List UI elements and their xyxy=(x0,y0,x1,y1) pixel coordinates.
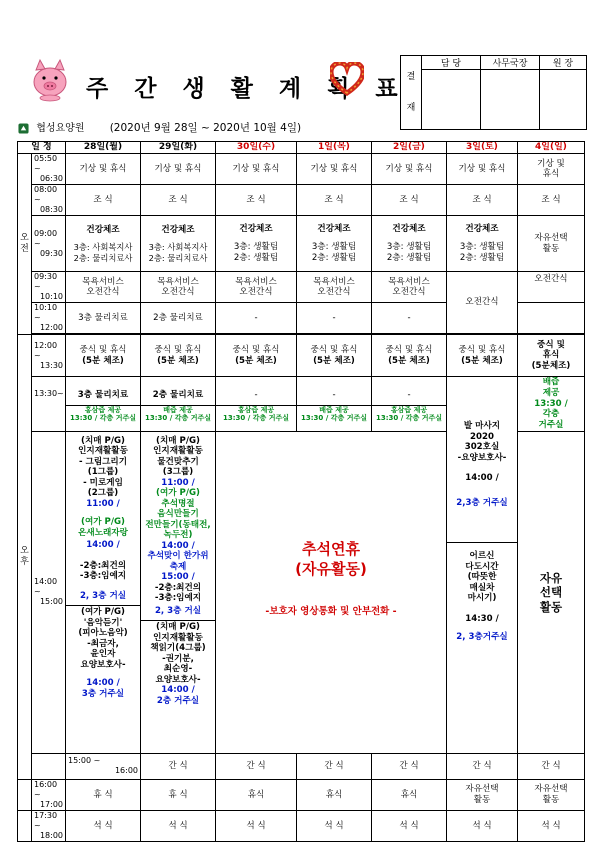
cell-rest: 휴식 xyxy=(372,779,447,810)
cell-mon-programs: (치매 P/G) 인지재활활동 - 그림그리기 (1그룹) - 미로게임 (2그룹) 11:00 / (여가 P/G) 온새노래자랑 14:00 / -2층:최건의 -3층:임예지 2, 3층 거실 (여가 P/G) '음악듣기' (피아노음악) -최금자, 윤인자 요양보호사- 14:00 / 3층 거주실 xyxy=(66,431,141,753)
cell-exercise: 건강체조 3층: 생활팀 2층: 생활팀 xyxy=(447,216,518,272)
time-slot: 09:30 ~ 10:10 xyxy=(32,272,66,303)
cell-breakfast: 조 식 xyxy=(141,185,216,216)
heart-wreath-icon xyxy=(330,62,364,96)
cell-lunch: 중식 및 휴식 (5분 체조) xyxy=(372,335,447,377)
cell-lunch: 중식 및 휴식 (5분 체조) xyxy=(297,335,372,377)
cell-dinner: 석 식 xyxy=(66,810,141,841)
time-slot: 14:00 ~ 15:00 xyxy=(32,431,66,753)
cell-dinner: 석 식 xyxy=(216,810,297,841)
cell-exercise: 건강체조 3층: 생활팀 2층: 생활팀 xyxy=(372,216,447,272)
cell-physio-drink: 2층 물리치료 배즙 제공 13:30 / 각층 거주실 xyxy=(141,377,216,432)
cell-tue-programs: (치매 P/G) 인지재활활동 물건맞추기 (3그룹) 11:00 / (여가 P/G) 추석명절 음식만들기 전만들기(동태전, 녹두전) 14:00 / 추석맞이 한가위 축제 15:00 / -2층:최건의 -3층:임예지 2, 3층 거실 (치매 P/G) 인지재활활동 책읽기(4그룹) -권기분, 최순영- 요양보호사- 14:00 / 2층 거주실 xyxy=(141,431,216,753)
cell-wake: 기상 및 휴식 xyxy=(518,154,585,185)
cell-sat-programs: 발 마사지 2020 302호실 -요양보호사- 14:00 / 2,3층 거주실 어르신 다도시간 (따뜻한 매실차 마시기) 14:30 / 2, 3층거주실 xyxy=(447,377,518,754)
time-slot: 16:00 ~ 17:00 xyxy=(32,779,66,810)
cell-lunch: 중식 및 휴식 (5분 체조) xyxy=(216,335,297,377)
day-header-fri: 2일(금) xyxy=(372,142,447,154)
time-slot: 09:00 ~ 09:30 xyxy=(32,216,66,272)
org-logo-icon xyxy=(18,123,29,134)
pig-logo-icon xyxy=(28,54,72,104)
approval-sign-secretary[interactable] xyxy=(481,70,540,130)
weekly-schedule-table xyxy=(17,141,585,842)
day-header-wed: 30일(수) xyxy=(216,142,297,154)
cell-exercise: 건강체조 3층: 생활팀 2층: 생활팀 xyxy=(216,216,297,272)
cell-wake: 기상 및 휴식 xyxy=(372,154,447,185)
cell-snack: 간 식 xyxy=(518,753,585,779)
cell-dinner: 석 식 xyxy=(518,810,585,841)
cell-am-snack: 오전간식 xyxy=(518,272,585,303)
cell-dinner: 석 식 xyxy=(141,810,216,841)
time-slot: 15:00 ~ 16:00 xyxy=(66,753,141,779)
period-pm-cont xyxy=(32,753,66,779)
cell-free-activity: 자유선택 활동 xyxy=(518,779,585,810)
cell-lunch: 중식 및 휴식 (5분 체조) xyxy=(447,335,518,377)
cell-empty xyxy=(518,303,585,334)
time-slot: 12:00 ~ 13:30 xyxy=(32,335,66,377)
cell-exercise: 건강체조 3층: 사회복지사 2층: 물리치료사 xyxy=(66,216,141,272)
cell-dinner: 석 식 xyxy=(447,810,518,841)
cell-snack: 간 식 xyxy=(372,753,447,779)
approval-role-secretary: 사무국장 xyxy=(481,56,540,70)
day-header-mon: 28일(월) xyxy=(66,142,141,154)
approval-sign-manager[interactable] xyxy=(422,70,481,130)
cell-lunch: 중식 및 휴식 (5분 체조) xyxy=(66,335,141,377)
time-slot: 08:00 ~ 08:30 xyxy=(32,185,66,216)
period-pm: 오 후 xyxy=(18,335,32,780)
cell-free-activity: 자유선택 활동 xyxy=(447,779,518,810)
cell-free-activity: 자유선택 활동 xyxy=(518,216,585,272)
cell-wake: 기상 및 휴식 xyxy=(141,154,216,185)
cell-rest: 휴식 xyxy=(297,779,372,810)
cell-wake: 기상 및 휴식 xyxy=(297,154,372,185)
cell-breakfast: 조 식 xyxy=(372,185,447,216)
approval-sign-director[interactable] xyxy=(540,70,587,130)
cell-am-snack: 오전간식 xyxy=(447,272,518,334)
week-period: (2020년 9월 28일 ~ 2020년 10월 4일) xyxy=(109,122,302,134)
cell-physio-2f: 2층 물리치료 xyxy=(141,303,216,334)
period-pm-cont xyxy=(18,779,32,810)
day-header-sat: 3일(토) xyxy=(447,142,518,154)
cell-exercise: 건강체조 3층: 사회복지사 2층: 물리치료사 xyxy=(141,216,216,272)
cell-wake: 기상 및 휴식 xyxy=(216,154,297,185)
period-am: 오 전 xyxy=(18,154,32,335)
time-slot: 17:30 ~ 18:00 xyxy=(32,810,66,841)
cell-snack: 간 식 xyxy=(447,753,518,779)
day-header-sun: 4일(일) xyxy=(518,142,585,154)
cell-wake: 기상 및 휴식 xyxy=(66,154,141,185)
approval-label: 결 재 xyxy=(401,56,422,130)
cell-empty: - xyxy=(297,303,372,334)
cell-bath: 목욕서비스 오전간식 xyxy=(297,272,372,303)
cell-lunch: 중식 및 휴식 (5분체조) xyxy=(518,335,585,377)
cell-exercise: 건강체조 3층: 생활팀 2층: 생활팀 xyxy=(297,216,372,272)
cell-breakfast: 조 식 xyxy=(66,185,141,216)
cell-lunch: 중식 및 휴식 (5분 체조) xyxy=(141,335,216,377)
cell-empty: - xyxy=(372,303,447,334)
approval-role-director: 원 장 xyxy=(540,56,587,70)
cell-rest: 휴 식 xyxy=(66,779,141,810)
time-slot: 05:50 ~ 06:30 xyxy=(32,154,66,185)
cell-bath: 목욕서비스 오전간식 xyxy=(372,272,447,303)
cell-dinner: 석 식 xyxy=(297,810,372,841)
day-header-tue: 29일(화) xyxy=(141,142,216,154)
cell-free-activity: 자유 선택 활동 xyxy=(518,431,585,753)
approval-role-manager: 담 당 xyxy=(422,56,481,70)
period-pm-cont xyxy=(18,810,32,841)
cell-snack: 간 식 xyxy=(297,753,372,779)
cell-drink: - 홍삼즙 제공 13:30 / 각층 거주실 xyxy=(372,377,447,432)
subtitle-line xyxy=(18,119,301,135)
schedule-header: 일 정 xyxy=(18,142,66,154)
cell-physio-drink: 3층 물리치료 홍삼즙 제공 13:30 / 각층 거주실 xyxy=(66,377,141,432)
cell-drink: - 배즙 제공 13:30 / 각층 거주실 xyxy=(297,377,372,432)
cell-dinner: 석 식 xyxy=(372,810,447,841)
time-slot: 10:10 ~ 12:00 xyxy=(32,303,66,334)
time-slot: 13:30~ xyxy=(32,377,66,432)
cell-wake: 기상 및 휴식 xyxy=(447,154,518,185)
cell-bath: 목욕서비스 오전간식 xyxy=(141,272,216,303)
cell-bath: 목욕서비스 오전간식 xyxy=(216,272,297,303)
cell-breakfast: 조 식 xyxy=(297,185,372,216)
cell-rest: 휴식 xyxy=(216,779,297,810)
cell-drink: 배즙 제공 13:30 / 각층 거주실 xyxy=(518,377,585,432)
page-title: 주 간 생 활 계 획 표 xyxy=(86,76,407,102)
cell-snack: 간 식 xyxy=(141,753,216,779)
org-name: 협성요양원 xyxy=(36,123,85,134)
cell-breakfast: 조 식 xyxy=(216,185,297,216)
cell-drink: - 홍삼즙 제공 13:30 / 각층 거주실 xyxy=(216,377,297,432)
cell-chuseok-holiday: 추석연휴 (자유활동) -보호자 영상통화 및 안부전화 - xyxy=(216,431,447,753)
cell-breakfast: 조 식 xyxy=(447,185,518,216)
day-header-thu: 1일(목) xyxy=(297,142,372,154)
cell-bath: 목욕서비스 오전간식 xyxy=(66,272,141,303)
approval-box xyxy=(400,55,587,130)
cell-snack: 간 식 xyxy=(216,753,297,779)
cell-physio-3f: 3층 물리치료 xyxy=(66,303,141,334)
cell-rest: 휴 식 xyxy=(141,779,216,810)
cell-empty: - xyxy=(216,303,297,334)
cell-breakfast: 조 식 xyxy=(518,185,585,216)
